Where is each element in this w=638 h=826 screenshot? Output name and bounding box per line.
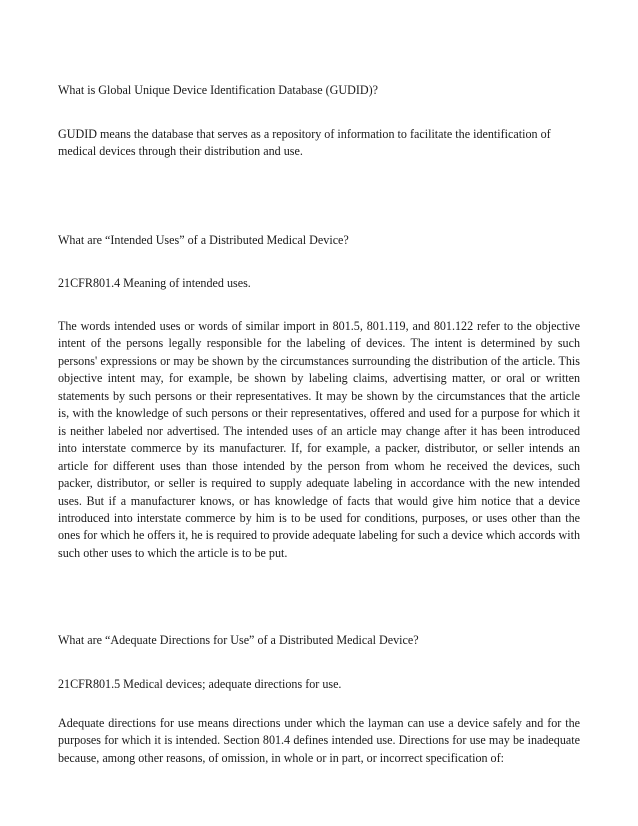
citation-801-5: 21CFR801.5 Medical devices; adequate directions for use. <box>58 677 342 691</box>
citation-801-4: 21CFR801.4 Meaning of intended uses. <box>58 276 251 290</box>
question-heading-adequate-directions: What are “Adequate Directions for Use” of a Distributed Medical Device? <box>58 633 419 647</box>
body-paragraph-intended-uses: The words intended uses or words of similar import in 801.5, 801.119, and 801.122 refer to the objective intent of the persons legally responsible for the labeling of devices. The intent is determined by such persons' expressions or may be shown by the circumstances surrounding the distribution of the article. This objective intent may, for example, be shown by labeling claims, advertising matter, or oral or written statements by such persons or their representatives. It may be shown by the circumstances that the article is, with the knowledge of such persons or their representatives, offered and used for a purpose for which it is neither labeled nor advertised. The intended uses of an article may change after it has been introduced into interstate commerce by its manufacturer. If, for example, a packer, distributor, or seller intends an article for different uses than those intended by the person from whom he received the devices, such packer, distributor, or seller is required to supply adequate labeling in accordance with the new intended uses. But if a manufacturer knows, or has knowledge of facts that would give him notice that a device introduced into interstate commerce by him is to be used for conditions, purposes, or uses other than the ones for which he offers it, he is required to provide adequate labeling for such a device which accords with such other uses to which the article is to be put. <box>58 319 580 560</box>
body-paragraph-adequate-directions: Adequate directions for use means directions under which the layman can use a device safely and for the purposes for which it is intended. Section 801.4 defines intended use. Directions for use may be inadequate because, among other reasons, of omission, in whole or in part, or incorrect specification of: <box>58 716 580 765</box>
answer-paragraph-gudid: GUDID means the database that serves as a repository of information to facilitate the identification of medical devices through their distribution and use. <box>58 127 551 159</box>
question-heading-intended-uses: What are “Intended Uses” of a Distributed Medical Device? <box>58 233 349 247</box>
question-heading-gudid: What is Global Unique Device Identification Database (GUDID)? <box>58 83 379 97</box>
